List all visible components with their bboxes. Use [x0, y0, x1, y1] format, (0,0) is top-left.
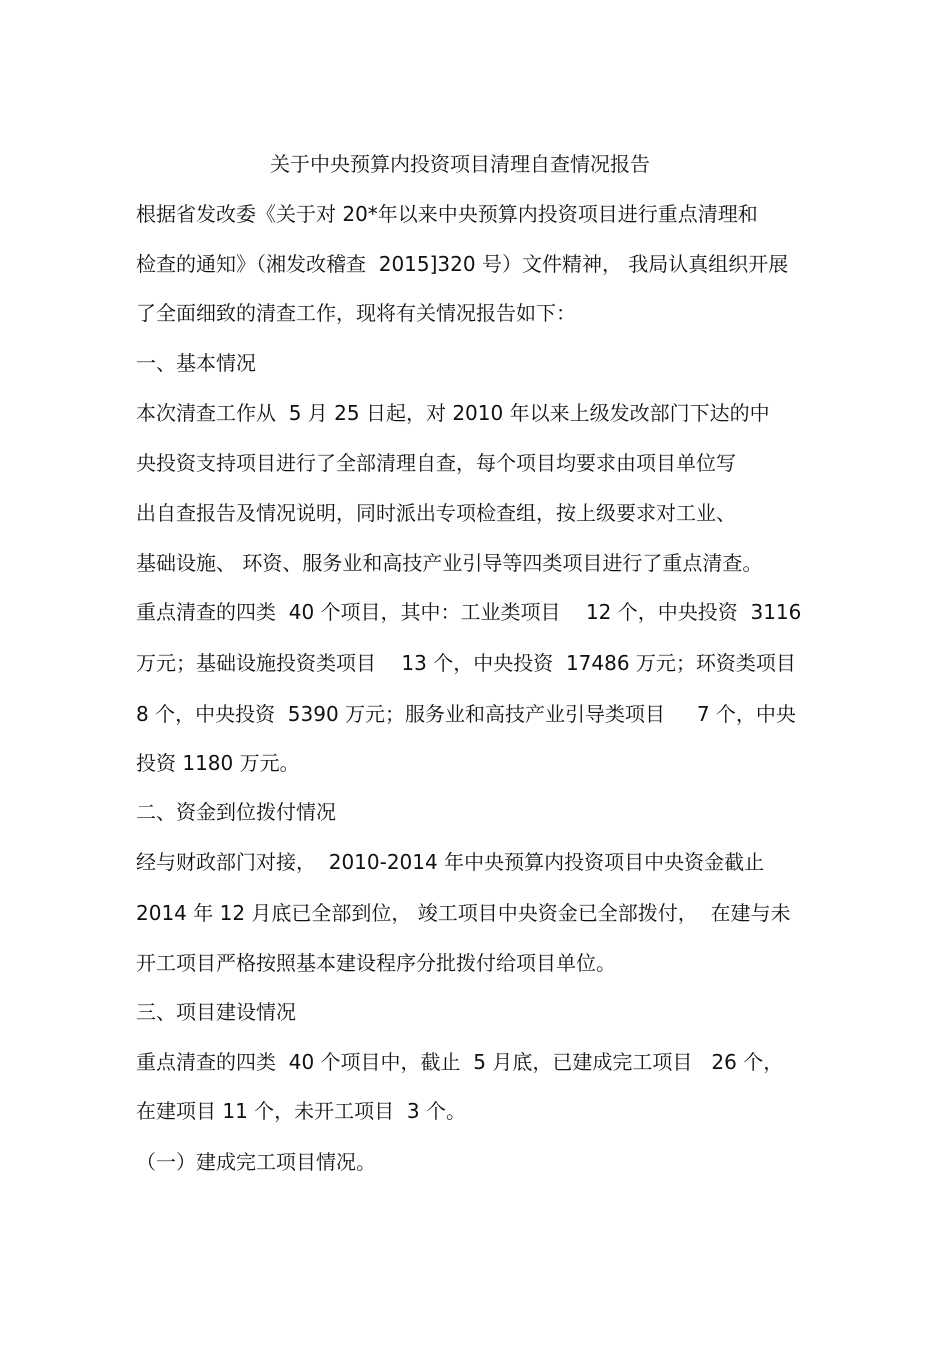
paragraph-line: 检查的通知》（湘发改稽查 2015]320 号）文件精神， 我局认真组织开展 [136, 252, 789, 276]
paragraph-line: 8 个，中央投资 5390 万元；服务业和高技产业引导类项目 7 个，中央 [136, 702, 796, 726]
section-heading: 三、项目建设情况 [136, 1000, 296, 1024]
paragraph-line: 基础设施、 环资、服务业和高技产业引导等四类项目进行了重点清查。 [136, 551, 763, 575]
paragraph-line: 在建项目 11 个，未开工项目 3 个。 [136, 1099, 466, 1123]
paragraph-line: 根据省发改委《关于对 20*年以来中央预算内投资项目进行重点清理和 [136, 202, 758, 226]
paragraph-line: 央投资支持项目进行了全部清理自查，每个项目均要求由项目单位写 [136, 451, 736, 475]
paragraph-line: 2014 年 12 月底已全部到位， 竣工项目中央资金已全部拨付， 在建与未 [136, 901, 791, 925]
section-heading: 二、资金到位拨付情况 [136, 800, 336, 824]
paragraph-line: 经与财政部门对接， 2010-2014 年中央预算内投资项目中央资金截止 [136, 850, 765, 874]
subsection-heading: （一）建成完工项目情况。 [136, 1150, 376, 1174]
paragraph-line: 了全面细致的清查工作，现将有关情况报告如下： [136, 301, 576, 325]
paragraph-line: 投资 1180 万元。 [136, 751, 300, 775]
paragraph-line: 重点清查的四类 40 个项目，其中：工业类项目 12 个，中央投资 3116 [136, 600, 802, 624]
section-heading: 一、基本情况 [136, 351, 256, 375]
paragraph-line: 开工项目严格按照基本建设程序分批拨付给项目单位。 [136, 951, 616, 975]
paragraph-line: 万元；基础设施投资类项目 13 个，中央投资 17486 万元；环资类项目 [136, 651, 796, 675]
paragraph-line: 出自查报告及情况说明，同时派出专项检查组，按上级要求对工业、 [136, 501, 736, 525]
paragraph-line: 重点清查的四类 40 个项目中，截止 5 月底，已建成完工项目 26 个， [136, 1050, 784, 1074]
paragraph-line: 本次清查工作从 5 月 25 日起，对 2010 年以来上级发改部门下达的中 [136, 401, 770, 425]
document-title: 关于中央预算内投资项目清理自查情况报告 [270, 152, 650, 176]
